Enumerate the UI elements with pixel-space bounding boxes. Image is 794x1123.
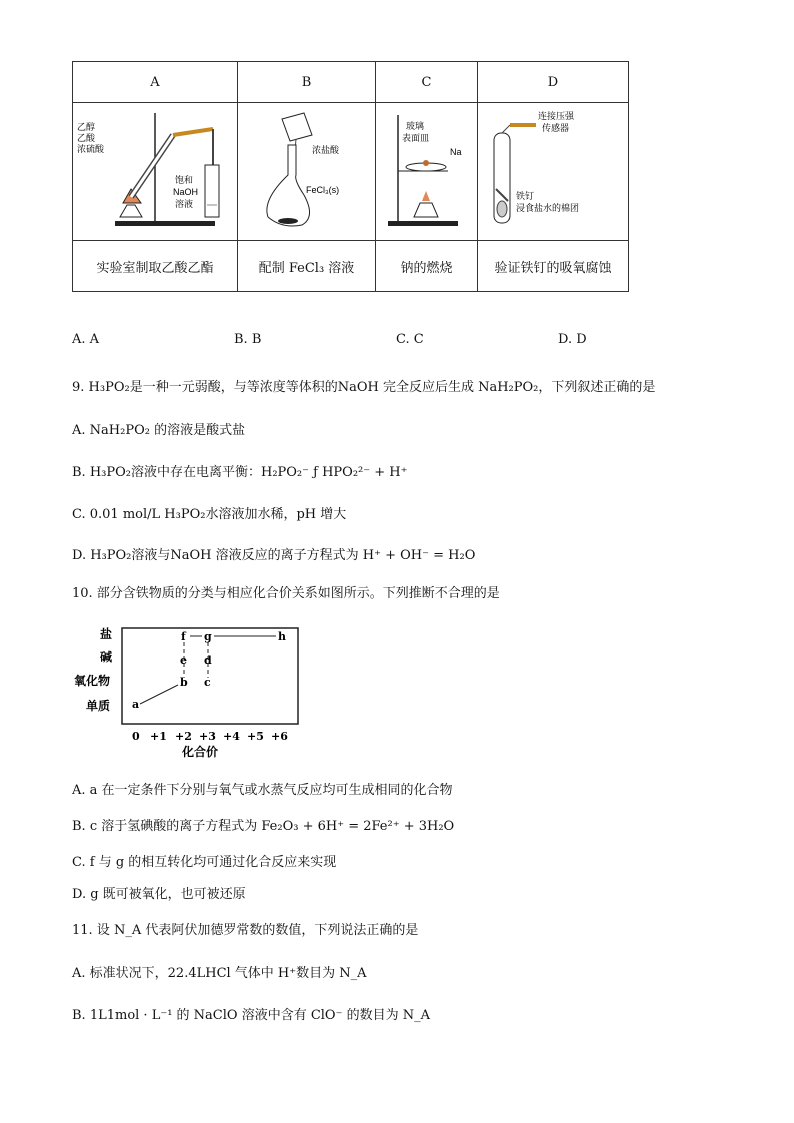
experiment-table: [72, 61, 629, 292]
label-conc-sulfuric: 浓硫酸: [77, 143, 105, 154]
label-saturated: 饱和: [175, 174, 194, 185]
apparatus-b: [238, 103, 376, 241]
label-acetic-acid: 乙酸: [77, 132, 96, 143]
x-tick-6: +6: [271, 730, 288, 743]
point-b: b: [180, 676, 188, 689]
x-tick-1: +1: [150, 730, 167, 743]
caption-a: 实验室制取乙酸乙酯: [73, 241, 238, 292]
point-c: c: [204, 676, 211, 689]
header-a: A: [73, 62, 238, 103]
label-salt-cotton: 浸食盐水的棉团: [516, 202, 580, 213]
q9-option-c[interactable]: C. 0.01 mol/L H₃PO₂水溶液加水稀，pH 增大: [72, 507, 347, 522]
iron-valence-chart: [70, 622, 310, 762]
point-g: g: [204, 630, 212, 643]
q11-option-a[interactable]: A. 标准状况下，22.4LHCl 气体中 H⁺数目为 N_A: [72, 966, 367, 981]
x-tick-5: +5: [247, 730, 264, 743]
point-f: f: [181, 630, 186, 643]
q9-option-d[interactable]: D. H₃PO₂溶液与NaOH 溶液反应的离子方程式为 H⁺ + OH⁻ = H₂O: [72, 548, 476, 563]
y-label-base: 碱: [100, 650, 113, 664]
sodium-burning-illustration: [378, 105, 476, 235]
q9-stem: 9. H₃PO₂是一种一元弱酸，与等浓度等体积的NaOH 完全反应后生成 NaH₂PO₂，下列叙述正确的是: [72, 380, 656, 395]
apparatus-a: [73, 103, 238, 241]
point-a: a: [132, 698, 140, 711]
x-tick-2: +2: [175, 730, 192, 743]
label-iron-nail: 铁钉: [516, 190, 535, 201]
q8-option-a[interactable]: A. A: [72, 332, 100, 347]
apparatus-c: [376, 103, 478, 241]
point-d: d: [204, 654, 212, 667]
header-d: D: [478, 62, 629, 103]
label-pressure-conn: 连接压强: [538, 110, 575, 121]
flask-illustration: [242, 105, 372, 235]
q8-option-b[interactable]: B. B: [234, 332, 262, 347]
q10-stem: 10. 部分含铁物质的分类与相应化合价关系如图所示。下列推断不合理的是: [72, 586, 500, 601]
label-watch-glass: 表面皿: [401, 132, 429, 143]
x-tick-4: +4: [223, 730, 240, 743]
q10-option-a[interactable]: A. a 在一定条件下分别与氧气或水蒸气反应均可生成相同的化合物: [72, 783, 453, 798]
header-b: B: [238, 62, 376, 103]
label-ethanol: 乙醇: [77, 121, 96, 132]
caption-b: 配制 FeCl₃ 溶液: [238, 241, 376, 292]
y-label-oxide: 氧化物: [74, 674, 111, 688]
q9-option-b[interactable]: B. H₃PO₂溶液中存在电离平衡：H₂PO₂⁻ ƒ HPO₂²⁻ + H⁺: [72, 465, 408, 480]
label-conc-hcl: 浓盐酸: [311, 144, 339, 155]
point-e: e: [180, 654, 187, 667]
x-axis-title: 化合价: [182, 745, 219, 759]
label-solution: 溶液: [175, 198, 194, 209]
y-label-salt: 盐: [100, 627, 113, 641]
q10-option-d[interactable]: D. g 既可被氧化，也可被还原: [72, 887, 246, 902]
x-tick-3: +3: [199, 730, 216, 743]
q9-option-a[interactable]: A. NaH₂PO₂ 的溶液是酸式盐: [72, 423, 246, 438]
label-glass: 玻璃: [405, 120, 424, 131]
label-fecl3-solid: FeCl₃(s): [305, 184, 339, 195]
caption-c: 钠的燃烧: [376, 241, 478, 292]
label-na: Na: [449, 146, 462, 157]
ester-apparatus-illustration: [75, 105, 235, 235]
point-h: h: [278, 630, 286, 643]
x-tick-0: 0: [132, 730, 140, 743]
q11-option-b[interactable]: B. 1L1mol · L⁻¹ 的 NaClO 溶液中含有 ClO⁻ 的数目为 N_A: [72, 1008, 430, 1023]
q8-option-c[interactable]: C. C: [396, 332, 424, 347]
caption-d: 验证铁钉的吸氧腐蚀: [478, 241, 629, 292]
q11-stem: 11. 设 N_A 代表阿伏加德罗常数的数值，下列说法正确的是: [72, 923, 419, 938]
label-sensor: 传感器: [542, 122, 570, 133]
label-naoh: NaOH: [173, 186, 199, 197]
q10-option-b[interactable]: B. c 溶于氢碘酸的离子方程式为 Fe₂O₃ + 6H⁺ = 2Fe²⁺ + 3H₂O: [72, 819, 455, 834]
y-label-element: 单质: [86, 699, 111, 713]
apparatus-d: [478, 103, 629, 241]
header-c: C: [376, 62, 478, 103]
q8-option-d[interactable]: D. D: [558, 332, 587, 347]
q10-option-c[interactable]: C. f 与 g 的相互转化均可通过化合反应来实现: [72, 855, 337, 870]
corrosion-illustration: [480, 105, 626, 235]
